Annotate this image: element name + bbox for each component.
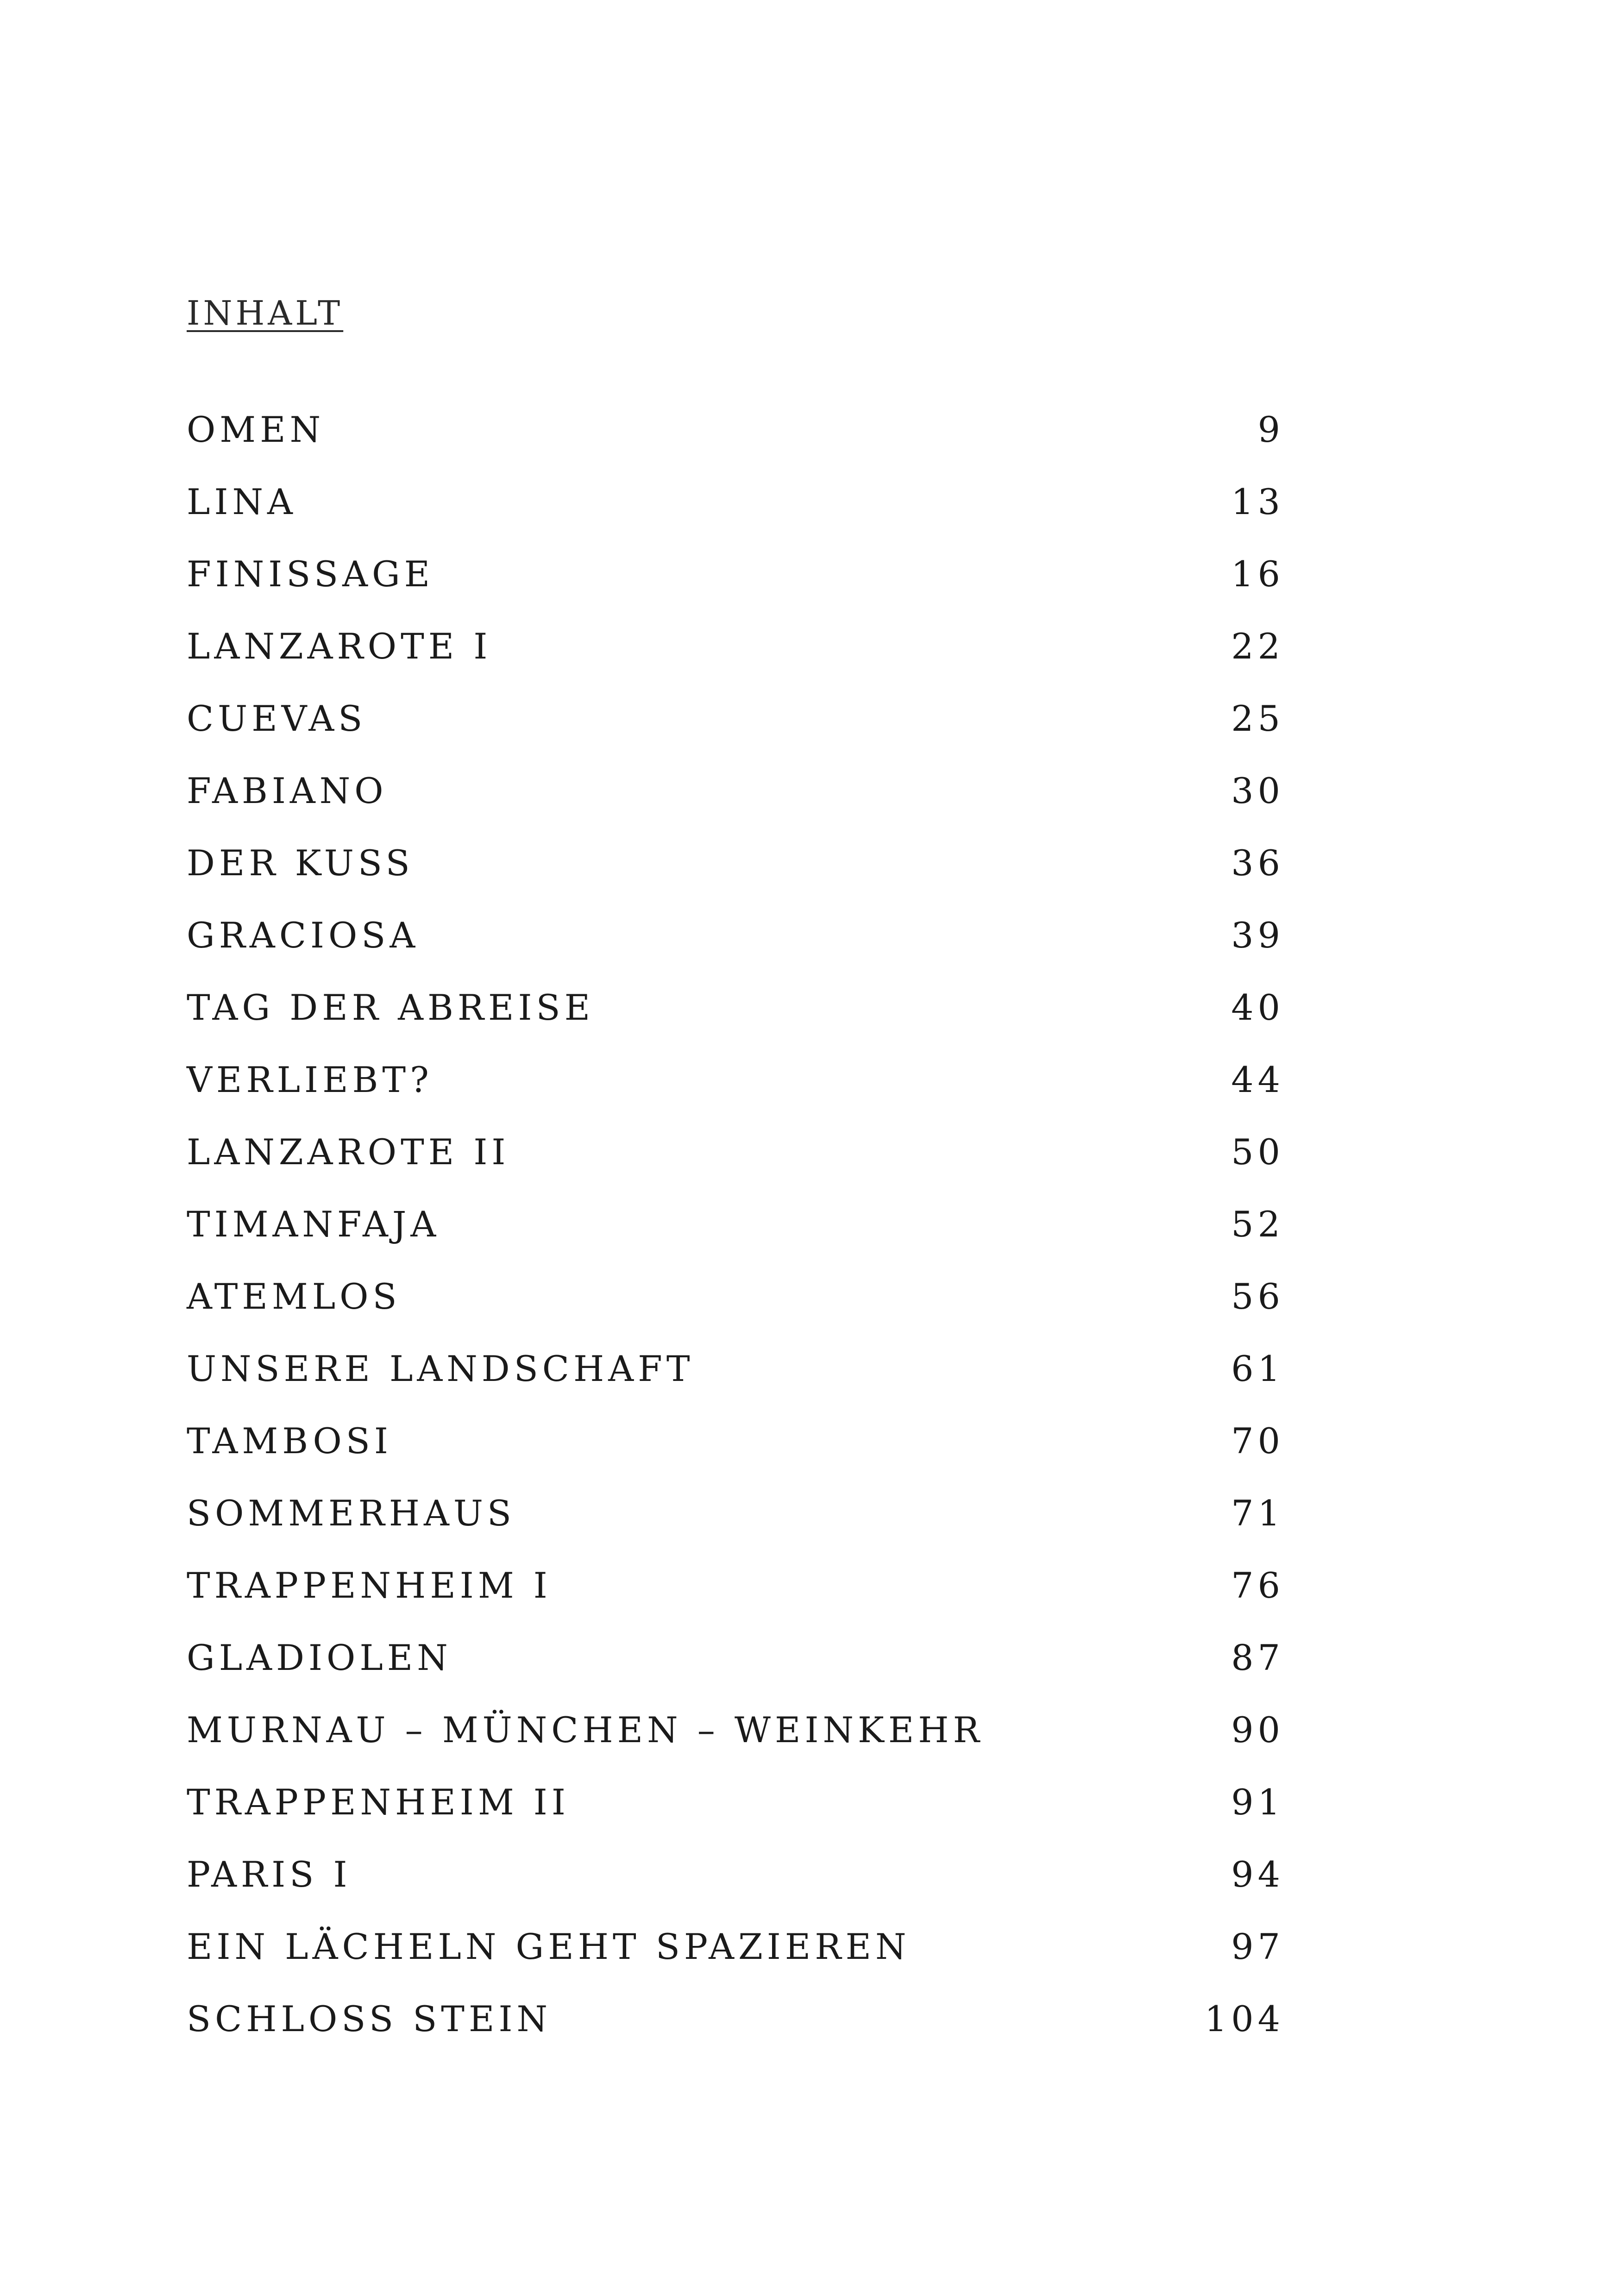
toc-entry: [187, 1204, 1284, 1279]
toc-entry-page-number: 104: [1204, 1998, 1284, 2039]
toc-entry-title: FABIANO: [187, 770, 388, 811]
toc-entry-page-number: 94: [1231, 1854, 1284, 1895]
toc-entry-title: SCHLOSS STEIN: [187, 1998, 552, 2039]
toc-entry: [187, 842, 1284, 918]
toc-entry-title: MURNAU – MÜNCHEN – WEINKEHR: [187, 1709, 984, 1750]
toc-entry-title: LANZAROTE I: [187, 626, 492, 667]
toc-entry: [187, 1782, 1284, 1857]
toc-entry-title: TAG DER ABREISE: [187, 987, 595, 1028]
toc-entry: [187, 1276, 1284, 1351]
toc-entry-title: LINA: [187, 481, 297, 522]
table-of-contents: [187, 409, 1284, 2074]
toc-entry-title: EIN LÄCHELN GEHT SPAZIEREN: [187, 1926, 911, 1967]
toc-entry-title: LANZAROTE II: [187, 1131, 510, 1173]
toc-entry-page-number: 87: [1231, 1637, 1284, 1678]
toc-entry: [187, 1854, 1284, 1929]
toc-entry: [187, 481, 1284, 557]
toc-entry-page-number: 52: [1231, 1204, 1284, 1245]
toc-entry: [187, 1998, 1284, 2074]
toc-entry-page-number: 9: [1257, 409, 1284, 450]
toc-entry-page-number: 70: [1231, 1420, 1284, 1462]
toc-entry-page-number: 61: [1231, 1348, 1284, 1389]
toc-heading: INHALT: [187, 294, 344, 332]
toc-entry-title: SOMMERHAUS: [187, 1493, 515, 1534]
toc-entry-page-number: 13: [1231, 481, 1284, 522]
toc-entry-page-number: 36: [1231, 842, 1284, 884]
toc-entry-title: TRAPPENHEIM I: [187, 1565, 552, 1606]
toc-entry-page-number: 22: [1231, 626, 1284, 667]
toc-entry-title: VERLIEBT?: [187, 1059, 433, 1100]
toc-entry: [187, 915, 1284, 990]
toc-entry-page-number: 50: [1231, 1131, 1284, 1173]
toc-entry-title: DER KUSS: [187, 842, 414, 884]
toc-entry-page-number: 25: [1231, 698, 1284, 739]
toc-entry-title: PARIS I: [187, 1854, 352, 1895]
toc-entry: [187, 626, 1284, 701]
toc-entry-page-number: 91: [1231, 1782, 1284, 1823]
toc-entry-title: CUEVAS: [187, 698, 367, 739]
toc-entry: [187, 1637, 1284, 1713]
toc-entry-page-number: 39: [1231, 915, 1284, 956]
toc-entry: [187, 1565, 1284, 1640]
toc-entry-page-number: 56: [1231, 1276, 1284, 1317]
toc-entry-page-number: 44: [1231, 1059, 1284, 1100]
toc-entry-title: GLADIOLEN: [187, 1637, 452, 1678]
toc-entry-title: TIMANFAJA: [187, 1204, 440, 1245]
toc-entry-page-number: 76: [1231, 1565, 1284, 1606]
toc-entry-page-number: 97: [1231, 1926, 1284, 1967]
toc-entry-page-number: 71: [1231, 1493, 1284, 1534]
toc-entry: [187, 1926, 1284, 2001]
toc-entry-page-number: 30: [1231, 770, 1284, 811]
toc-entry: [187, 553, 1284, 629]
toc-entry: [187, 409, 1284, 484]
toc-entry: [187, 1059, 1284, 1135]
toc-entry: [187, 1709, 1284, 1785]
toc-entry-page-number: 40: [1231, 987, 1284, 1028]
toc-entry-title: TRAPPENHEIM II: [187, 1782, 570, 1823]
toc-entry: [187, 1420, 1284, 1496]
toc-entry: [187, 698, 1284, 773]
toc-entry-title: OMEN: [187, 409, 325, 450]
toc-entry-title: TAMBOSI: [187, 1420, 392, 1462]
toc-entry-title: UNSERE LANDSCHAFT: [187, 1348, 694, 1389]
toc-entry-title: FINISSAGE: [187, 553, 434, 595]
toc-entry: [187, 770, 1284, 846]
toc-entry-page-number: 90: [1231, 1709, 1284, 1750]
toc-entry-title: ATEMLOS: [187, 1276, 401, 1317]
toc-entry: [187, 1348, 1284, 1424]
toc-entry-page-number: 16: [1231, 553, 1284, 595]
toc-entry: [187, 1131, 1284, 1207]
toc-entry: [187, 1493, 1284, 1568]
toc-entry-title: GRACIOSA: [187, 915, 420, 956]
toc-entry: [187, 987, 1284, 1062]
